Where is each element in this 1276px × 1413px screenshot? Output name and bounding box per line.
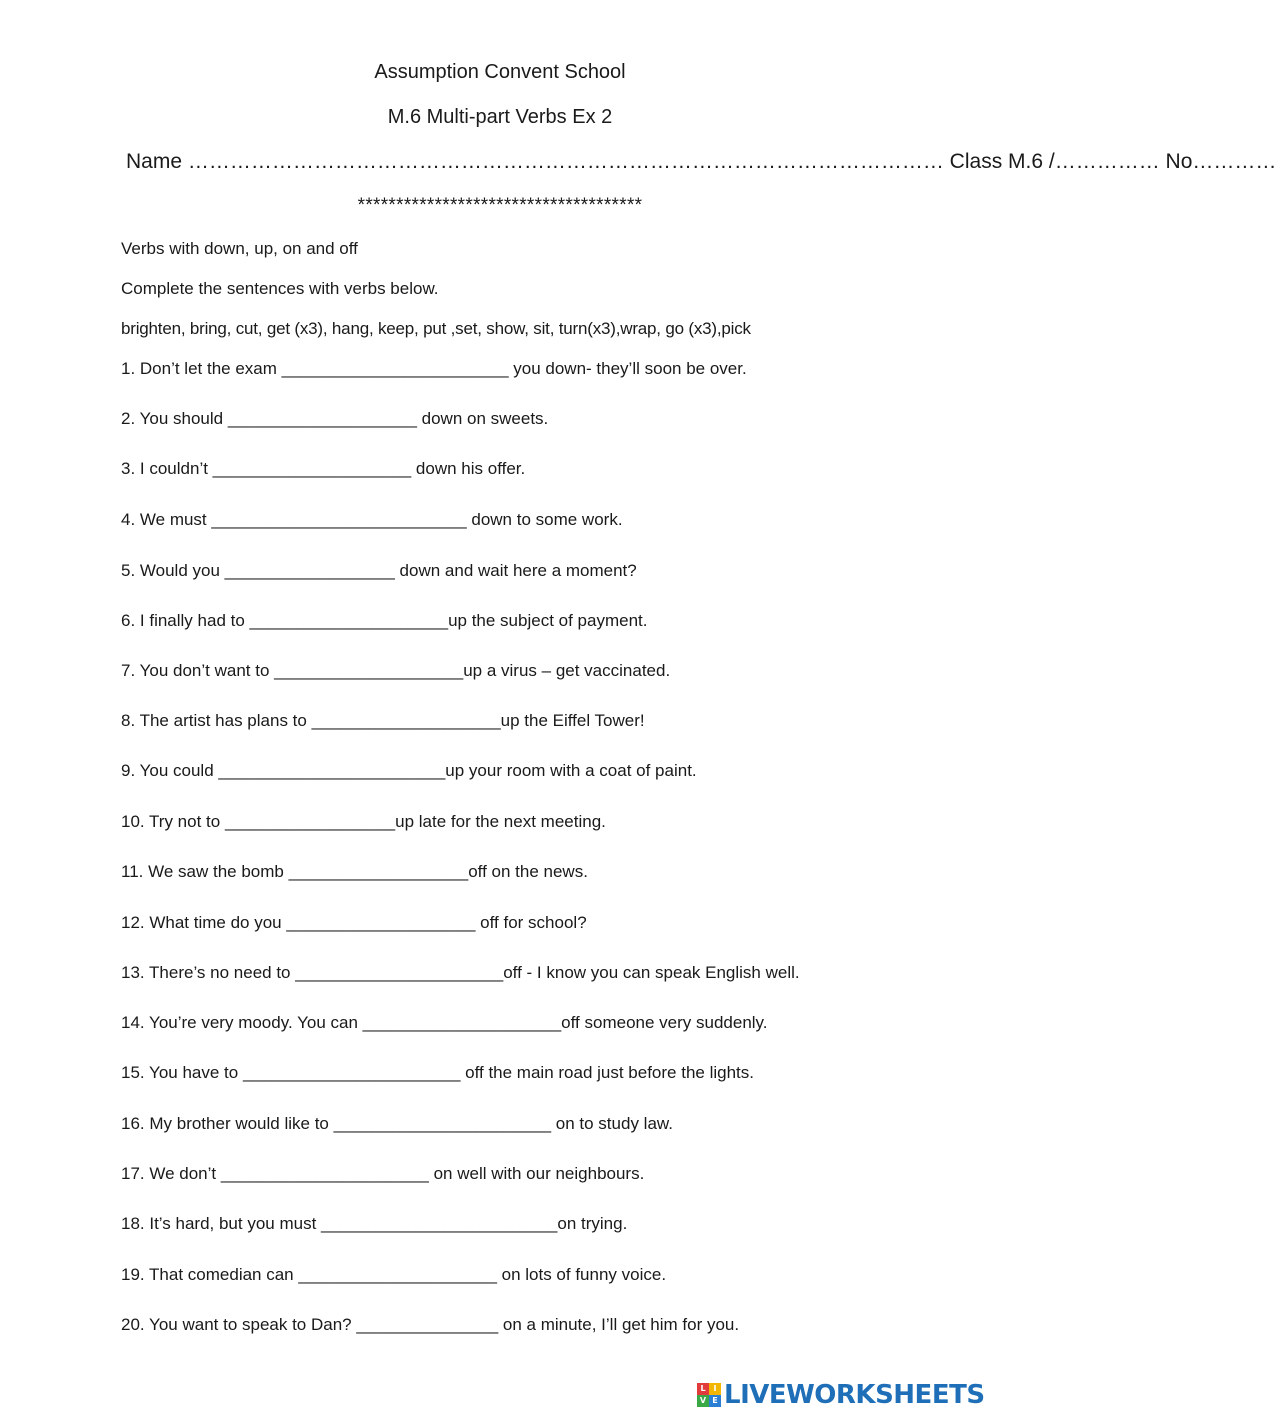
logo-tiles-icon <box>697 1383 721 1407</box>
question-12[interactable]: 12. What time do you ____________________ off for school? <box>121 913 587 932</box>
question-13[interactable]: 13. There’s no need to ______________________off - I know you can speak English well. <box>121 963 800 982</box>
school-name: Assumption Convent School <box>374 61 626 83</box>
liveworksheets-logo <box>697 1377 985 1413</box>
question-3[interactable]: 3. I couldn’t _____________________ down his offer. <box>121 459 526 478</box>
question-14[interactable]: 14. You’re very moody. You can _____________________off someone very suddenly. <box>121 1013 768 1032</box>
question-19[interactable]: 19. That comedian can _____________________ on lots of funny voice. <box>121 1265 667 1284</box>
logo-tile-l: L <box>697 1383 709 1395</box>
word-bank: brighten, bring, cut, get (x3), hang, keep, put ,set, show, sit, turn(x3),wrap, go (x3),pick <box>121 319 751 338</box>
question-17[interactable]: 17. We don’t ______________________ on well with our neighbours. <box>121 1164 645 1183</box>
question-16[interactable]: 16. My brother would like to _______________________ on to study law. <box>121 1114 673 1133</box>
question-4[interactable]: 4. We must ___________________________ down to some work. <box>121 510 623 529</box>
logo-tile-e: E <box>709 1395 721 1407</box>
question-9[interactable]: 9. You could ________________________up your room with a coat of paint. <box>121 761 697 780</box>
question-7[interactable]: 7. You don’t want to ____________________up a virus – get vaccinated. <box>121 661 671 680</box>
topic-line: Verbs with down, up, on and off <box>121 239 358 258</box>
question-8[interactable]: 8. The artist has plans to ____________________up the Eiffel Tower! <box>121 711 645 730</box>
question-6[interactable]: 6. I finally had to _____________________up the subject of payment. <box>121 611 648 630</box>
logo-tile-v: V <box>697 1395 709 1407</box>
question-11[interactable]: 11. We saw the bomb ___________________off on the news. <box>121 862 588 881</box>
question-1[interactable]: 1. Don’t let the exam ________________________ you down- they’ll soon be over. <box>121 359 747 378</box>
question-10[interactable]: 10. Try not to __________________up late for the next meeting. <box>121 812 606 831</box>
question-5[interactable]: 5. Would you __________________ down and wait here a moment? <box>121 561 637 580</box>
question-18[interactable]: 18. It’s hard, but you must _________________________on trying. <box>121 1214 628 1233</box>
star-divider: ************************************* <box>357 195 643 216</box>
logo-text: LIVEWORKSHEETS <box>724 1380 985 1410</box>
worksheet-title: M.6 Multi-part Verbs Ex 2 <box>387 106 613 128</box>
question-15[interactable]: 15. You have to _______________________ off the main road just before the lights. <box>121 1063 754 1082</box>
logo-tile-i: I <box>709 1383 721 1395</box>
question-20[interactable]: 20. You want to speak to Dan? _______________ on a minute, I’ll get him for you. <box>121 1315 740 1334</box>
instruction-line: Complete the sentences with verbs below. <box>121 279 439 298</box>
question-2[interactable]: 2. You should ____________________ down on sweets. <box>121 409 549 428</box>
name-class-line: Name ……………………………………………………………………………………………… Class M.6 /…………… No………… <box>126 150 1276 173</box>
